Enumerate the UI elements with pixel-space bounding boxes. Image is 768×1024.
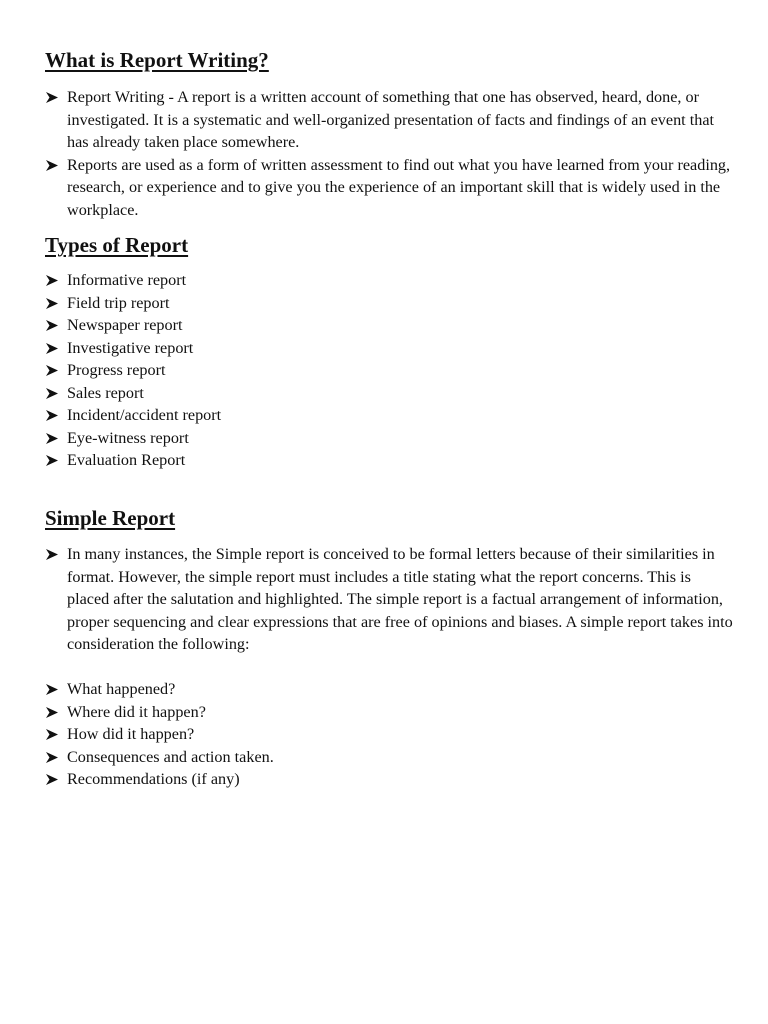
list-item: [45, 86, 735, 154]
list-item: [45, 359, 735, 382]
list-item-text: Report Writing - A report is a written account of something that one has observed, heard, done, or investigated. It is a systematic and well-organized presentation of facts and findings of an event that has already taken place somewhere.: [67, 88, 715, 151]
arrowhead-bullet-icon: [46, 752, 58, 763]
list-item-text: Incident/accident report: [67, 406, 222, 424]
list-item-text: Reports are used as a form of written assessment to find out what you have learned from your reading, research, or experience and to give you the experience of an important skill that is widely used in the workplace.: [67, 155, 731, 219]
simple-report-considerations-list: [45, 678, 735, 791]
list-item: [45, 269, 735, 292]
list-item-text: Where did it happen?: [67, 702, 206, 721]
list-item: [45, 404, 735, 427]
arrowhead-bullet-icon: [46, 388, 58, 399]
list-item: [45, 746, 735, 769]
list-item-text: Field trip report: [67, 293, 170, 312]
list-item-text: Evaluation Report: [67, 451, 186, 469]
list-item: [45, 337, 735, 360]
list-item-text: Newspaper report: [67, 316, 183, 334]
list-item: [45, 292, 735, 315]
heading-simple-report: Simple Report: [45, 506, 176, 530]
arrowhead-bullet-icon: [46, 729, 58, 740]
list-item: [45, 382, 735, 405]
list-item: [45, 314, 735, 337]
list-item: [45, 449, 735, 472]
list-item-text: Progress report: [67, 361, 166, 379]
list-item-text: What happened?: [67, 680, 176, 698]
types-of-report-list: [45, 269, 735, 472]
list-item-text: Consequences and action taken.: [67, 747, 274, 766]
arrowhead-bullet-icon: [46, 684, 58, 695]
list-item-text: In many instances, the Simple report is conceived to be formal letters because of their similarities in format. However, the simple report must includes a title stating what the report concerns. This is placed after the salutation and highlighted. The simple report is a factual arrangement of information, proper sequencing and clear expressions that are free of opinions and biases. A simple report takes into consideration the following:: [67, 545, 733, 653]
list-item: [45, 723, 735, 746]
report-writing-list: [45, 86, 735, 221]
arrowhead-bullet-icon: [46, 275, 58, 286]
list-item: [45, 427, 735, 450]
list-item-text: Investigative report: [67, 338, 194, 357]
arrowhead-bullet-icon: [46, 320, 58, 331]
arrowhead-bullet-icon: [46, 343, 58, 354]
list-item: [45, 154, 735, 222]
heading-report-writing: What is Report Writing?: [45, 48, 269, 72]
arrowhead-bullet-icon: [46, 410, 58, 421]
arrowhead-bullet-icon: [46, 433, 58, 444]
list-item-text: Recommendations (if any): [67, 770, 240, 788]
list-item: [45, 543, 735, 656]
arrowhead-bullet-icon: [46, 774, 58, 785]
list-item: [45, 768, 735, 791]
arrowhead-bullet-icon: [46, 92, 58, 103]
arrowhead-bullet-icon: [46, 549, 58, 560]
arrowhead-bullet-icon: [46, 298, 58, 309]
list-item-text: How did it happen?: [67, 725, 195, 743]
list-item-text: Informative report: [67, 271, 187, 289]
list-item: [45, 701, 735, 724]
arrowhead-bullet-icon: [46, 160, 58, 171]
list-item-text: Sales report: [67, 383, 144, 402]
simple-report-intro-list: [45, 543, 735, 656]
list-item: [45, 678, 735, 701]
list-item-text: Eye-witness report: [67, 428, 189, 447]
arrowhead-bullet-icon: [46, 365, 58, 376]
arrowhead-bullet-icon: [46, 455, 58, 466]
arrowhead-bullet-icon: [46, 707, 58, 718]
heading-types-of-report: Types of Report: [45, 233, 189, 257]
